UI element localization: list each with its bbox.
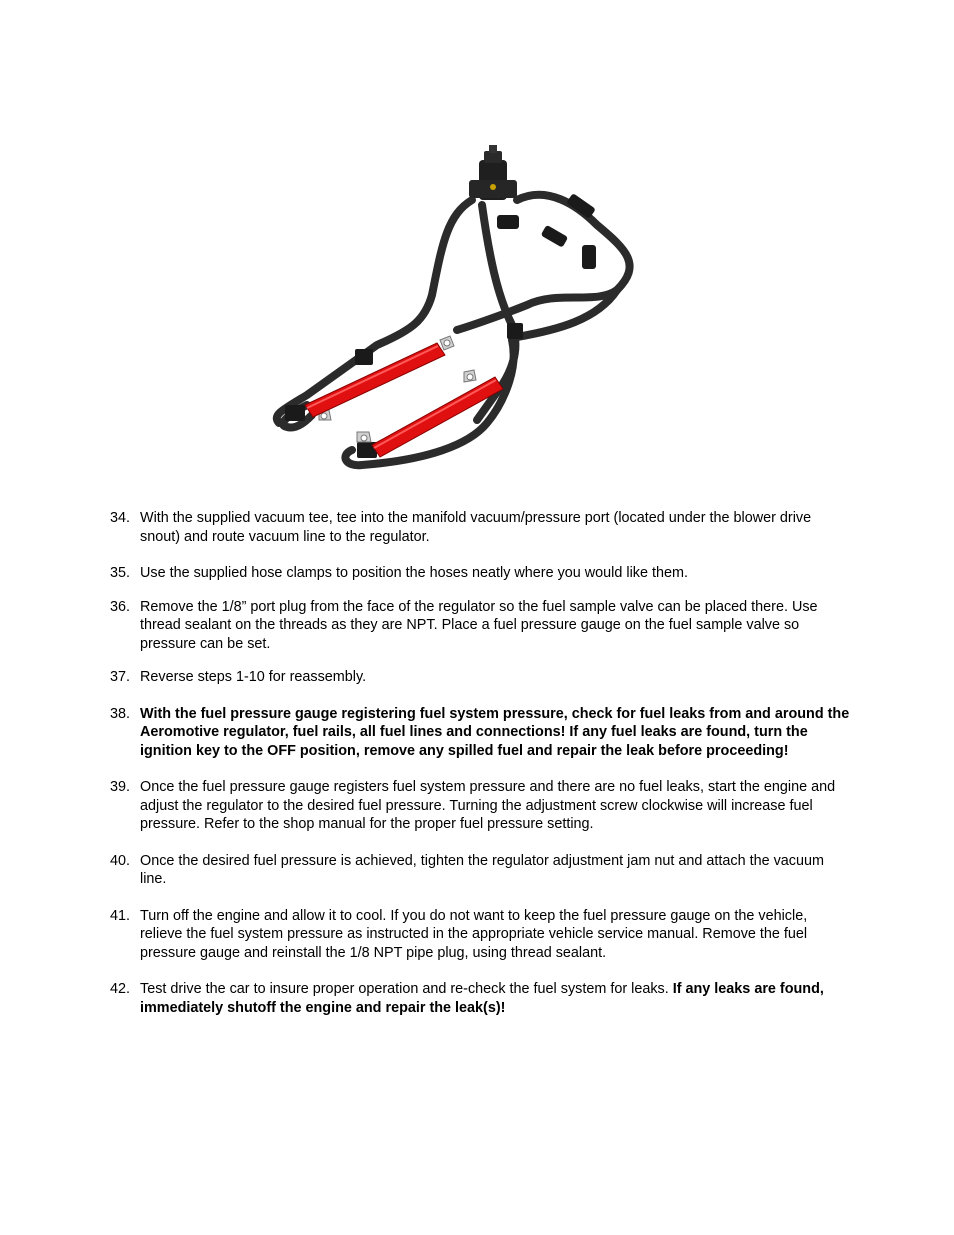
step-text: Turn off the engine and allow it to cool. If you do not want to keep the fuel pressure gauge on the vehicle, relieve the fuel system pressure as instructed in the appropriate vehicle service manual. Remove the fuel pressure gauge and reinstall the 1/8 NPT pipe plug, using thread sealant. [140,907,808,961]
step-text: With the supplied vacuum tee, tee into the manifold vacuum/pressure port (located under the blower drive snout) and route vacuum line to the regulator. [140,510,812,545]
step-text: Once the desired fuel pressure is achieved, tighten the regulator adjustment jam nut and attach the vacuum line. [140,852,824,887]
step-42 [110,980,850,1017]
step-number: 34. [110,510,131,526]
step-text: Use the supplied hose clamps to position the hoses neatly where you would like them. [140,565,688,581]
step-number: 37. [110,669,131,685]
fitting [582,245,596,269]
step-number: 39. [110,779,131,795]
step-number: 41. [110,907,131,924]
step-text: Reverse steps 1-10 for reassembly. [140,669,367,685]
fitting [355,349,373,365]
step-warning-text: With the fuel pressure gauge registering fuel system pressure, check for fuel leaks from and around the Aeromotive regulator, fuel rails, all fuel lines and connections! If any fuel leaks are found, turn the ignition key to the OFF position, remove any spilled fuel and repair the leak before proceeding! [140,705,850,759]
regulator [469,145,517,200]
fitting [285,405,305,421]
step-number: 42. [110,981,131,997]
step-36 [110,598,850,654]
hose-left [277,200,472,423]
step-37 [110,668,850,687]
step-text: Test drive the car to insure proper operation and re-check the fuel system for leaks. [140,981,673,997]
step-40 [110,852,850,889]
step-number: 40. [110,852,131,869]
fuel-system-figure [197,105,667,500]
fitting [507,323,523,339]
step-text: Once the fuel pressure gauge registers fuel system pressure and there are no fuel leaks, start the engine and adjust the regulator to the desired fuel pressure. Turning the adjustment screw clockwise will increase fuel pressure. Refer to the shop manual for the proper fuel pressure setting. [140,779,836,832]
instruction-steps [110,509,850,1017]
step-39 [110,778,850,834]
step-41 [110,907,850,963]
step-warning-text: If any leaks are found, immediately shutoff the engine and repair the leak(s)! [140,981,824,1016]
step-text: Remove the 1/8” port plug from the face of the regulator so the fuel sample valve can be placed there. Use thread sealant on the threads as they are NPT. Place a fuel pressure gauge on the fuel sample valve so pressure can be set. [140,598,818,652]
fitting [541,225,569,248]
step-34 [110,509,850,546]
step-number: 35. [110,565,131,581]
step-number: 38. [110,705,131,722]
step-number: 36. [110,598,131,615]
fitting [497,215,519,229]
step-38 [110,705,850,761]
fuel-system-illustration [197,105,667,500]
step-35 [110,564,850,583]
